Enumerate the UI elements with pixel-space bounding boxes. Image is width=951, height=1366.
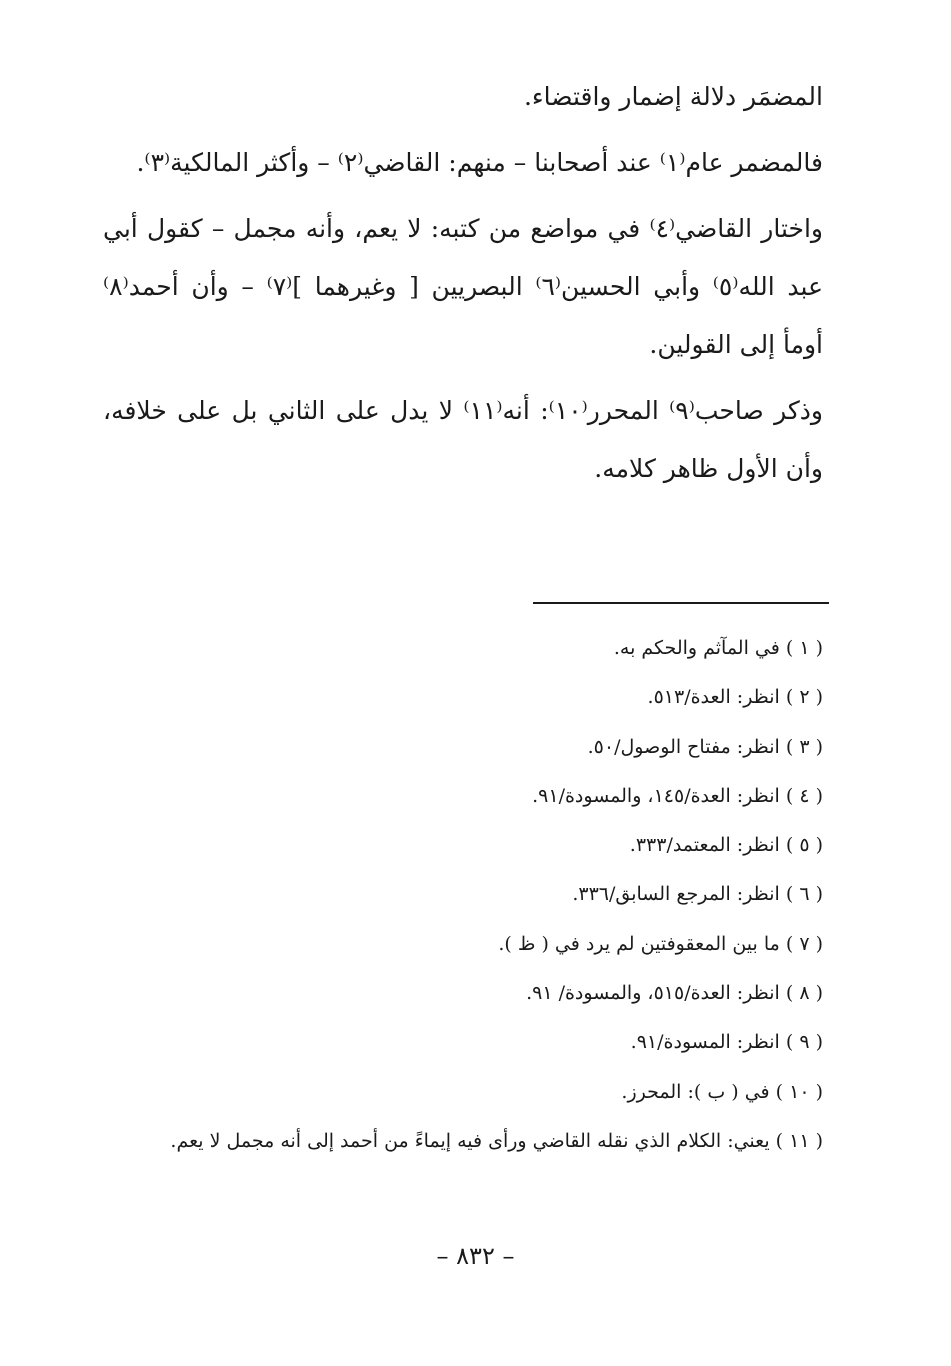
page-number: – ٨٣٢ – (436, 1242, 515, 1270)
footnote-divider (533, 602, 829, 604)
footnote-10: ( ١٠ ) في ( ب ): المحرز. (621, 1080, 823, 1103)
footnote-11: ( ١١ ) يعني: الكلام الذي نقله القاضي ورأى فيه إيماءً من أحمد إلى أنه مجمل لا يعم. (170, 1129, 823, 1152)
footnote-7: ( ٧ ) ما بين المعقوفتين لم يرد في ( ظ ). (498, 932, 823, 955)
footnote-3: ( ٣ ) انظر: مفتاح الوصول/٥٠. (587, 735, 823, 758)
footnote-8: ( ٨ ) انظر: العدة/٥١٥، والمسودة/ ٩١. (526, 982, 823, 1005)
main-text (103, 68, 823, 506)
footnote-9: ( ٩ ) انظر: المسودة/٩١. (630, 1031, 823, 1054)
footnote-1: ( ١ ) في المآثم والحكم به. (613, 637, 823, 659)
paragraph-3: واختار القاضي⁽٤⁾ في مواضع من كتبه: لا يعم، وأنه مجمل – كقول أبي عبد الله⁽٥⁾ وأبي الحسين⁽٦⁾ البصريين [ وغيرهما ]⁽٧⁾ – وأن أحمد⁽٨⁾ أومأ إلى القولين. (103, 214, 823, 359)
footnote-4: ( ٤ ) انظر: العدة/١٤٥، والمسودة/٩١. (532, 784, 823, 807)
footnote-2: ( ٢ ) انظر: العدة/٥١٣. (647, 686, 823, 709)
footnote-5: ( ٥ ) انظر: المعتمد/٣٣٣. (629, 834, 823, 857)
paragraph-2: فالمضمر عام⁽١⁾ عند أصحابنا – منهم: القاضي⁽٢⁾ – وأكثر المالكية⁽٣⁾. (136, 148, 823, 177)
paragraph-1: المضمَر دلالة إضمار واقتضاء. (523, 82, 823, 111)
footnotes-list (103, 624, 823, 1166)
paragraph-4: وذكر صاحب⁽٩⁾ المحرر⁽١٠⁾: أنه⁽١١⁾ لا يدل على الثاني بل على خلافه، وأن الأول ظاهر كلامه. (103, 396, 823, 483)
footnote-6: ( ٦ ) انظر: المرجع السابق/٣٣٦. (572, 883, 823, 906)
